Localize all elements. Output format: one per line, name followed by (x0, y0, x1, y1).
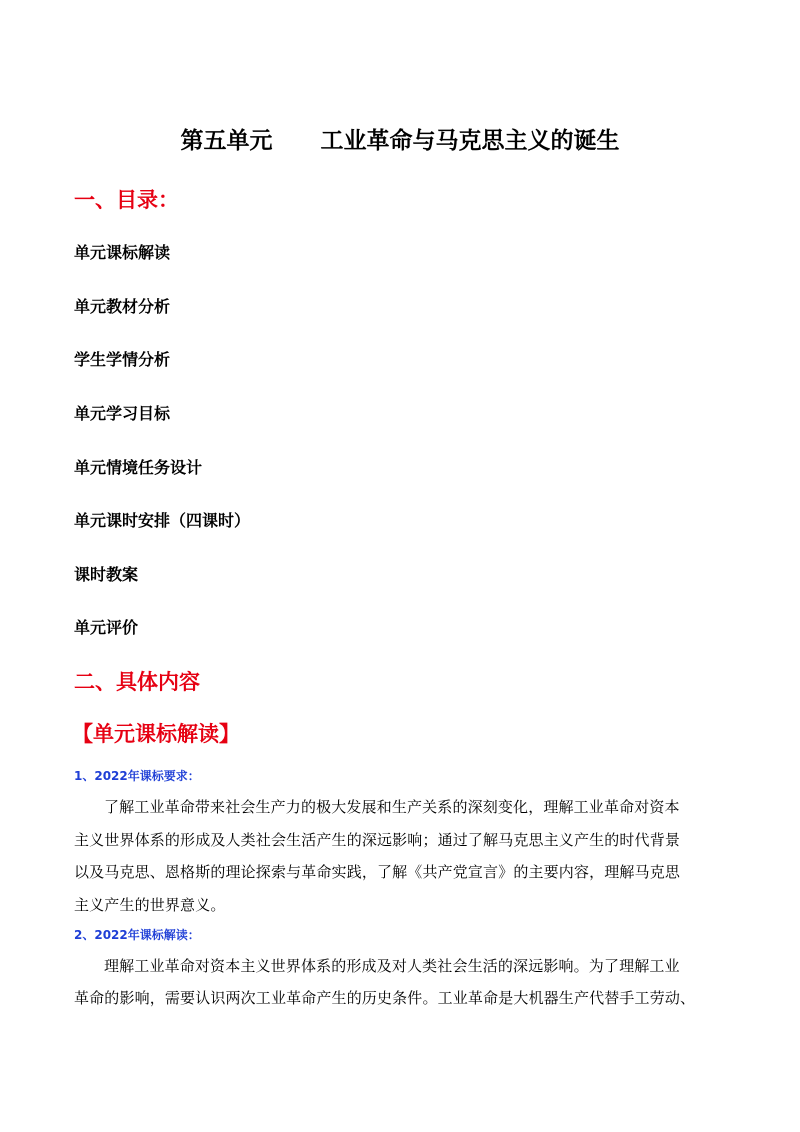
section-heading-toc: 一、目录： (74, 188, 179, 212)
toc-item: 课时教案 (74, 565, 139, 584)
document-title: 第五单元 工业革命与马克思主义的诞生 (180, 128, 620, 154)
requirements-heading: 1、2022年课标要求： (74, 769, 200, 783)
paragraph-line: 主义产生的世界意义。 (74, 896, 226, 914)
toc-item: 单元评价 (74, 618, 139, 637)
toc-item: 单元学习目标 (74, 404, 171, 423)
toc-item: 单元课标解读 (74, 243, 171, 262)
paragraph-line: 了解工业革命带来社会生产力的极大发展和生产关系的深刻变化，理解工业革命对资本 (104, 798, 680, 816)
paragraph-line: 主义世界体系的形成及人类社会生活产生的深远影响；通过了解马克思主义产生的时代背景 (74, 831, 681, 849)
toc-item: 单元教材分析 (74, 297, 171, 316)
toc-item: 单元情境任务设计 (74, 458, 203, 477)
section-heading-content: 二、具体内容 (74, 670, 200, 694)
paragraph-line: 革命的影响，需要认识两次工业革命产生的历史条件。工业革命是大机器生产代替手工劳动、 (74, 989, 696, 1007)
paragraph-line: 理解工业革命对资本主义世界体系的形成及对人类社会生活的深远影响。为了理解工业 (104, 957, 680, 975)
toc-item: 学生学情分析 (74, 350, 171, 369)
interpretation-heading: 2、2022年课标解读： (74, 928, 200, 942)
subsection-heading: 【单元课标解读】 (72, 722, 240, 746)
paragraph-line: 以及马克思、恩格斯的理论探索与革命实践，了解《共产党宣言》的主要内容，理解马克思 (74, 863, 681, 881)
toc-item: 单元课时安排（四课时） (74, 511, 251, 530)
